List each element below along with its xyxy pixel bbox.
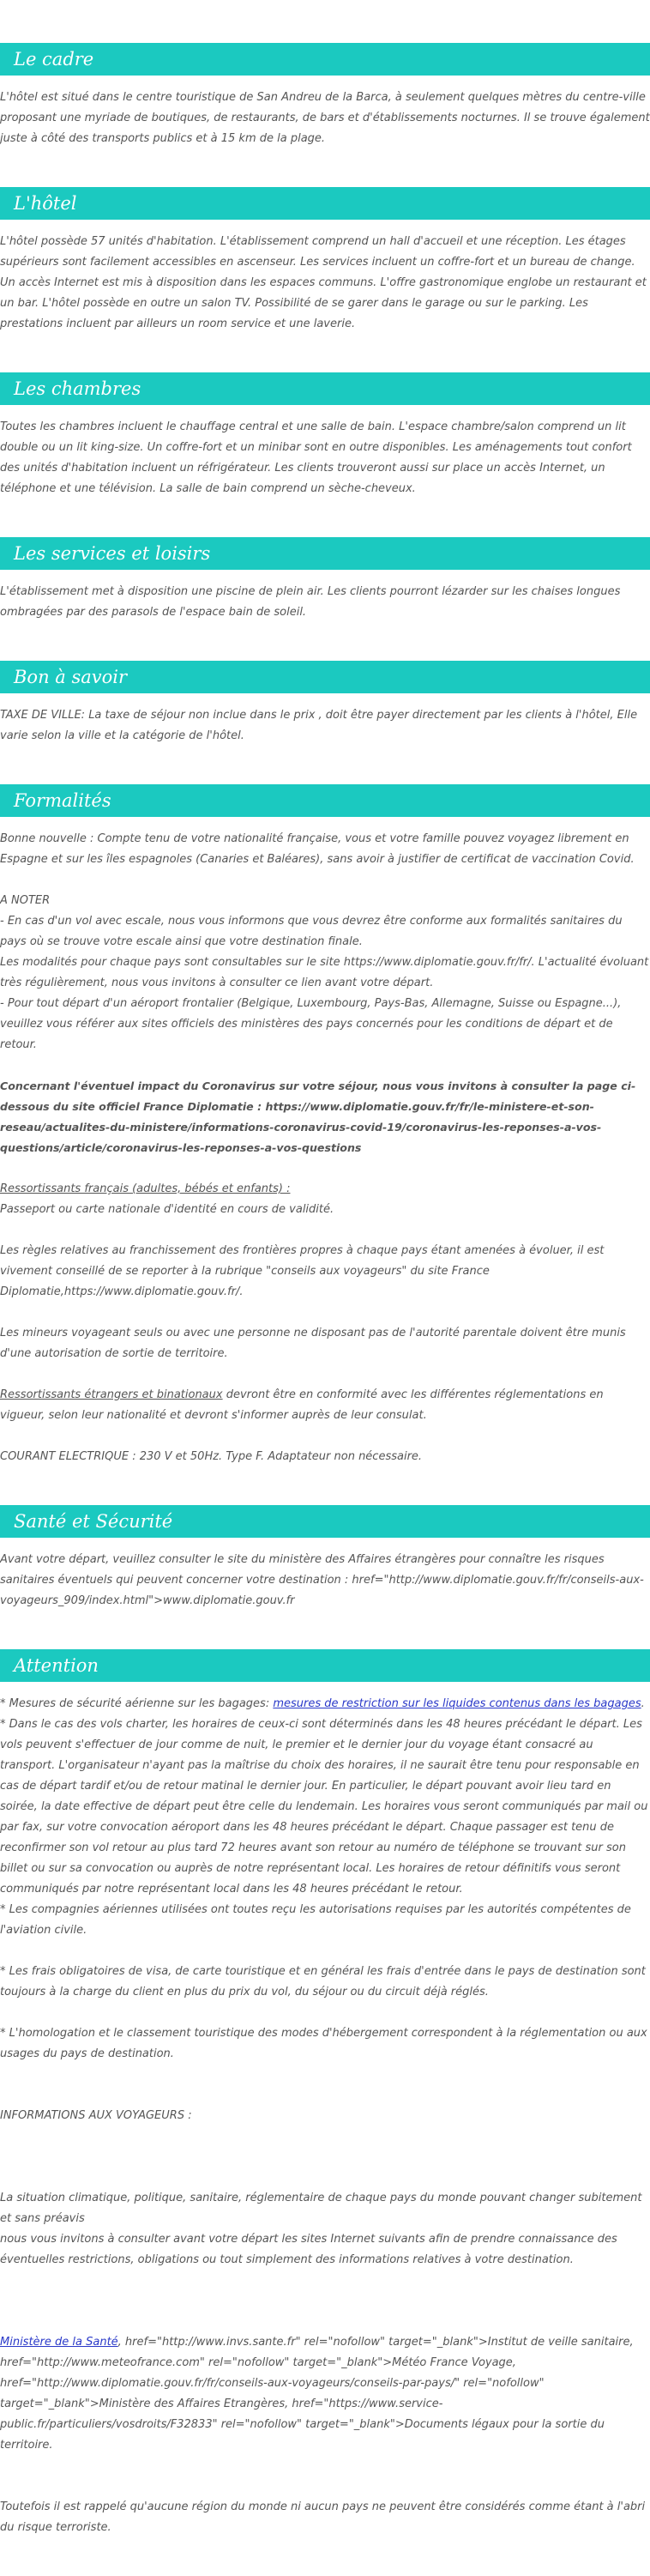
mesures-suffix: . [641,1697,645,1710]
section-hotel [0,187,650,335]
liquides-link[interactable]: mesures de restriction sur les liquides contenus dans les bagages [273,1697,641,1710]
situation-text: La situation climatique, politique, sanitaire, réglementaire de chaque pays du monde pouvant changer subitement et sans préavis [0,2192,642,2225]
section-text: Avant votre départ, veuillez consulter le site du ministère des Affaires étrangères pour connaître les risques sanitaires éventuels qui peuvent concerner votre destination : href="http://www.diplomatie.gouv.fr/fr/conseils-aux-voyageurs_909/index.html">www.diplomatie.gouv.fr [0,1553,644,1607]
section-title: Attention [0,1649,650,1682]
situation-text: nous vous invitons à consulter avant votre départ les sites Internet suivants afin de prendre connaissance des éventuelles restrictions, obligations ou tout simplement des informations relatives à votre destination. [0,2233,617,2266]
section-text: L'établissement met à disposition une piscine de plein air. Les clients pourront lézarder sur les chaises longues ombragées par des parasols de l'espace bain de soleil. [0,585,621,619]
noter-item: - En cas d'un vol avec escale, nous vous informons que vous devrez être conforme aux formalités sanitaires du pays où se trouve votre escale ainsi que votre destination finale. [0,915,623,948]
ressortissants-francais-text: Passeport ou carte nationale d'identité en cours de validité. [0,1203,334,1216]
section-cadre [0,43,650,149]
noter-item: - Pour tout départ d'un aéroport frontalier (Belgique, Luxembourg, Pays-Bas, Allemagne, Suisse ou Espagne...), veuillez vous référer aux sites officiels des ministères des pays concernés pour les conditions de départ et de retour. [0,997,622,1051]
formalites-intro: Bonne nouvelle : Compte tenu de votre nationalité française, vous et votre famille pouvez voyagez librement en Espagne et sur les îles espagnoles (Canaries et Baléares), sans avoir à justifier de certificat de vaccination Covid. [0,832,635,866]
ressortissants-etrangers-title: Ressortissants étrangers et binationaux [0,1388,223,1401]
section-title: Formalités [0,784,650,817]
sites-list-text: , href="http://www.invs.sante.fr" rel="nofollow" target="_blank">Institut de veille sanitaire, href="http://www.meteofrance.com" rel="nofollow" target="_blank">Météo France Voyage, href="http://www.diplomatie.gouv.fr/fr/conseils-aux-voyageurs/conseils-par-pays/" rel="nofollow" target="_blank">Ministère des Affaires Etrangères, href="https://www.service-public.fr/particuliers/vosdroits/F32833" rel="nofollow" target="_blank">Documents légaux pour la sortie du territoire. [0,2336,634,2452]
section-title: L'hôtel [0,187,650,220]
ressortissants-etrangers-text: devront être en conformité avec les différentes réglementations en vigueur, selon leur nationalité et devront s'informer auprès de leur consulat. [0,1388,604,1422]
vols-charter: * Dans le cas des vols charter, les horaires de ceux-ci sont déterminés dans les 48 heures précédant le départ. Les vols peuvent s'effectuer de jour comme de nuit, le premier et le dernier jour du voyage étant consacré au transport. L'organisateur n'ayant pas la maîtrise du choix des horaires, il ne saurait être tenu pour responsable en cas de départ tardif et/ou de retour matinal le dernier jour. En particulier, le départ pouvant avoir lieu tard en soirée, la date effective de départ peut être celle du lendemain. Les horaires vous seront communiqués par mail ou par fax, sur votre convocation aéroport dans les 48 heures précédant le départ. Chaque passager est tenu de reconfirmer son vol retour au plus tard 72 heures avant son retour au numéro de téléphone se trouvant sur son billet ou sur sa convocation ou auprès de notre représentant local. Les horaires de retour définitifs vous seront communiqués par notre représentant local dans les 48 heures précédant le retour. [0,1718,648,1896]
informations-voyageurs-title: INFORMATIONS AUX VOYAGEURS : [0,2109,192,2122]
ressortissants-etrangers [0,1385,650,1426]
section-bon-a-savoir [0,661,650,747]
section-sante [0,1505,650,1612]
courant-electrique: COURANT ELECTRIQUE : 230 V et 50Hz. Type F. Adaptateur non nécessaire. [0,1450,423,1463]
section-text: TAXE DE VILLE: La taxe de séjour non inclue dans le prix , doit être payer directement par les clients à l'hôtel, Elle varie selon la ville et la catégorie de l'hôtel. [0,709,638,742]
mesures-securite [0,1694,650,1714]
section-attention [0,1649,650,2538]
noter-item: Les modalités pour chaque pays sont consultables sur le site https://www.diplomatie.gouv.fr/fr/. L'actualité évoluant très régulièrement, nous vous invitons à consulter ce lien avant votre départ. [0,956,649,989]
homologation: * L'homologation et le classement touristique des modes d'hébergement correspondent à la réglementation ou aux usages du pays de destination. [0,2027,647,2060]
section-title: Santé et Sécurité [0,1505,650,1538]
section-title: Bon à savoir [0,661,650,693]
compagnies-aeriennes: * Les compagnies aériennes utilisées ont toutes reçu les autorisations requises par les autorités compétentes de l'aviation civile. [0,1903,631,1937]
ressortissants-francais-title: Ressortissants français (adultes, bébés et enfants) : [0,1182,291,1195]
risque-terroriste: Toutefois il est rappelé qu'aucune région du monde ni aucun pays ne peuvent être considérés comme étant à l'abri du risque terroriste. [0,2500,646,2534]
section-chambres [0,372,650,499]
ministere-sante-link[interactable]: Ministère de la Santé [0,2336,118,2349]
section-title: Le cadre [0,43,650,76]
mineurs-text: Les mineurs voyageant seuls ou avec une personne ne disposant pas de l'autorité parentale doivent être munis d'une autorisation de sortie de territoire. [0,1327,626,1360]
frais-obligatoires: * Les frais obligatoires de visa, de carte touristique et en général les frais d'entrée dans le pays de destination sont toujours à la charge du client en plus du prix du vol, du séjour ou du circuit déjà réglés. [0,1965,646,1999]
section-title: Les services et loisirs [0,537,650,570]
sites-list [0,2332,650,2456]
section-text: Toutes les chambres incluent le chauffage central et une salle de bain. L'espace chambre/salon comprend un lit double ou un lit king-size. Un coffre-fort et un minibar sont en outre disponibles. Les aménagements tout confort des unités d'habitation incluent un réfrigérateur. Les clients trouveront aussi sur place un accès Internet, un téléphone et une télévision. La salle de bain comprend un sèche-cheveux. [0,420,632,495]
covid-notice: Concernant l'éventuel impact du Coronavirus sur votre séjour, nous vous invitons à consulter la page ci-dessous du site officiel France Diplomatie : https://www.diplomatie.gouv.fr/fr/le-ministere-et-son-reseau/actualites-du-ministere/informations-coronavirus-covid-19/coronavirus-les-reponses-a-vos-questions/article/coronavirus-les-reponses-a-vos-questions [0,1079,636,1154]
section-title: Les chambres [0,372,650,405]
section-formalites [0,784,650,1467]
section-text: L'hôtel possède 57 unités d'habitation. L'établissement comprend un hall d'accueil et une réception. Les étages supérieurs sont facilement accessibles en ascenseur. Les services incluent un coffre-fort et un bureau de change. Un accès Internet est mis à disposition dans les espaces communs. L'offre gastronomique englobe un restaurant et un bar. L'hôtel possède en outre un salon TV. Possibilité de se garer dans le garage ou sur le parking. Les prestations incluent par ailleurs un room service et une laverie. [0,235,647,330]
mesures-prefix: * Mesures de sécurité aérienne sur les bagages: [0,1697,274,1710]
section-services [0,537,650,623]
section-text: L'hôtel est situé dans le centre touristique de San Andreu de la Barca, à seulement quelques mètres du centre-ville proposant une myriade de boutiques, de restaurants, de bars et d'établissements nocturnes. Il se trouve également juste à côté des transports publics et à 15 km de la plage. [0,91,650,145]
regles-frontieres: Les règles relatives au franchissement des frontières propres à chaque pays étant amenées à évoluer, il est vivement conseillé de se reporter à la rubrique "conseils aux voyageurs" du site France Diplomatie,https://www.diplomatie.gouv.fr/. [0,1244,605,1298]
noter-title: A NOTER [0,894,51,907]
